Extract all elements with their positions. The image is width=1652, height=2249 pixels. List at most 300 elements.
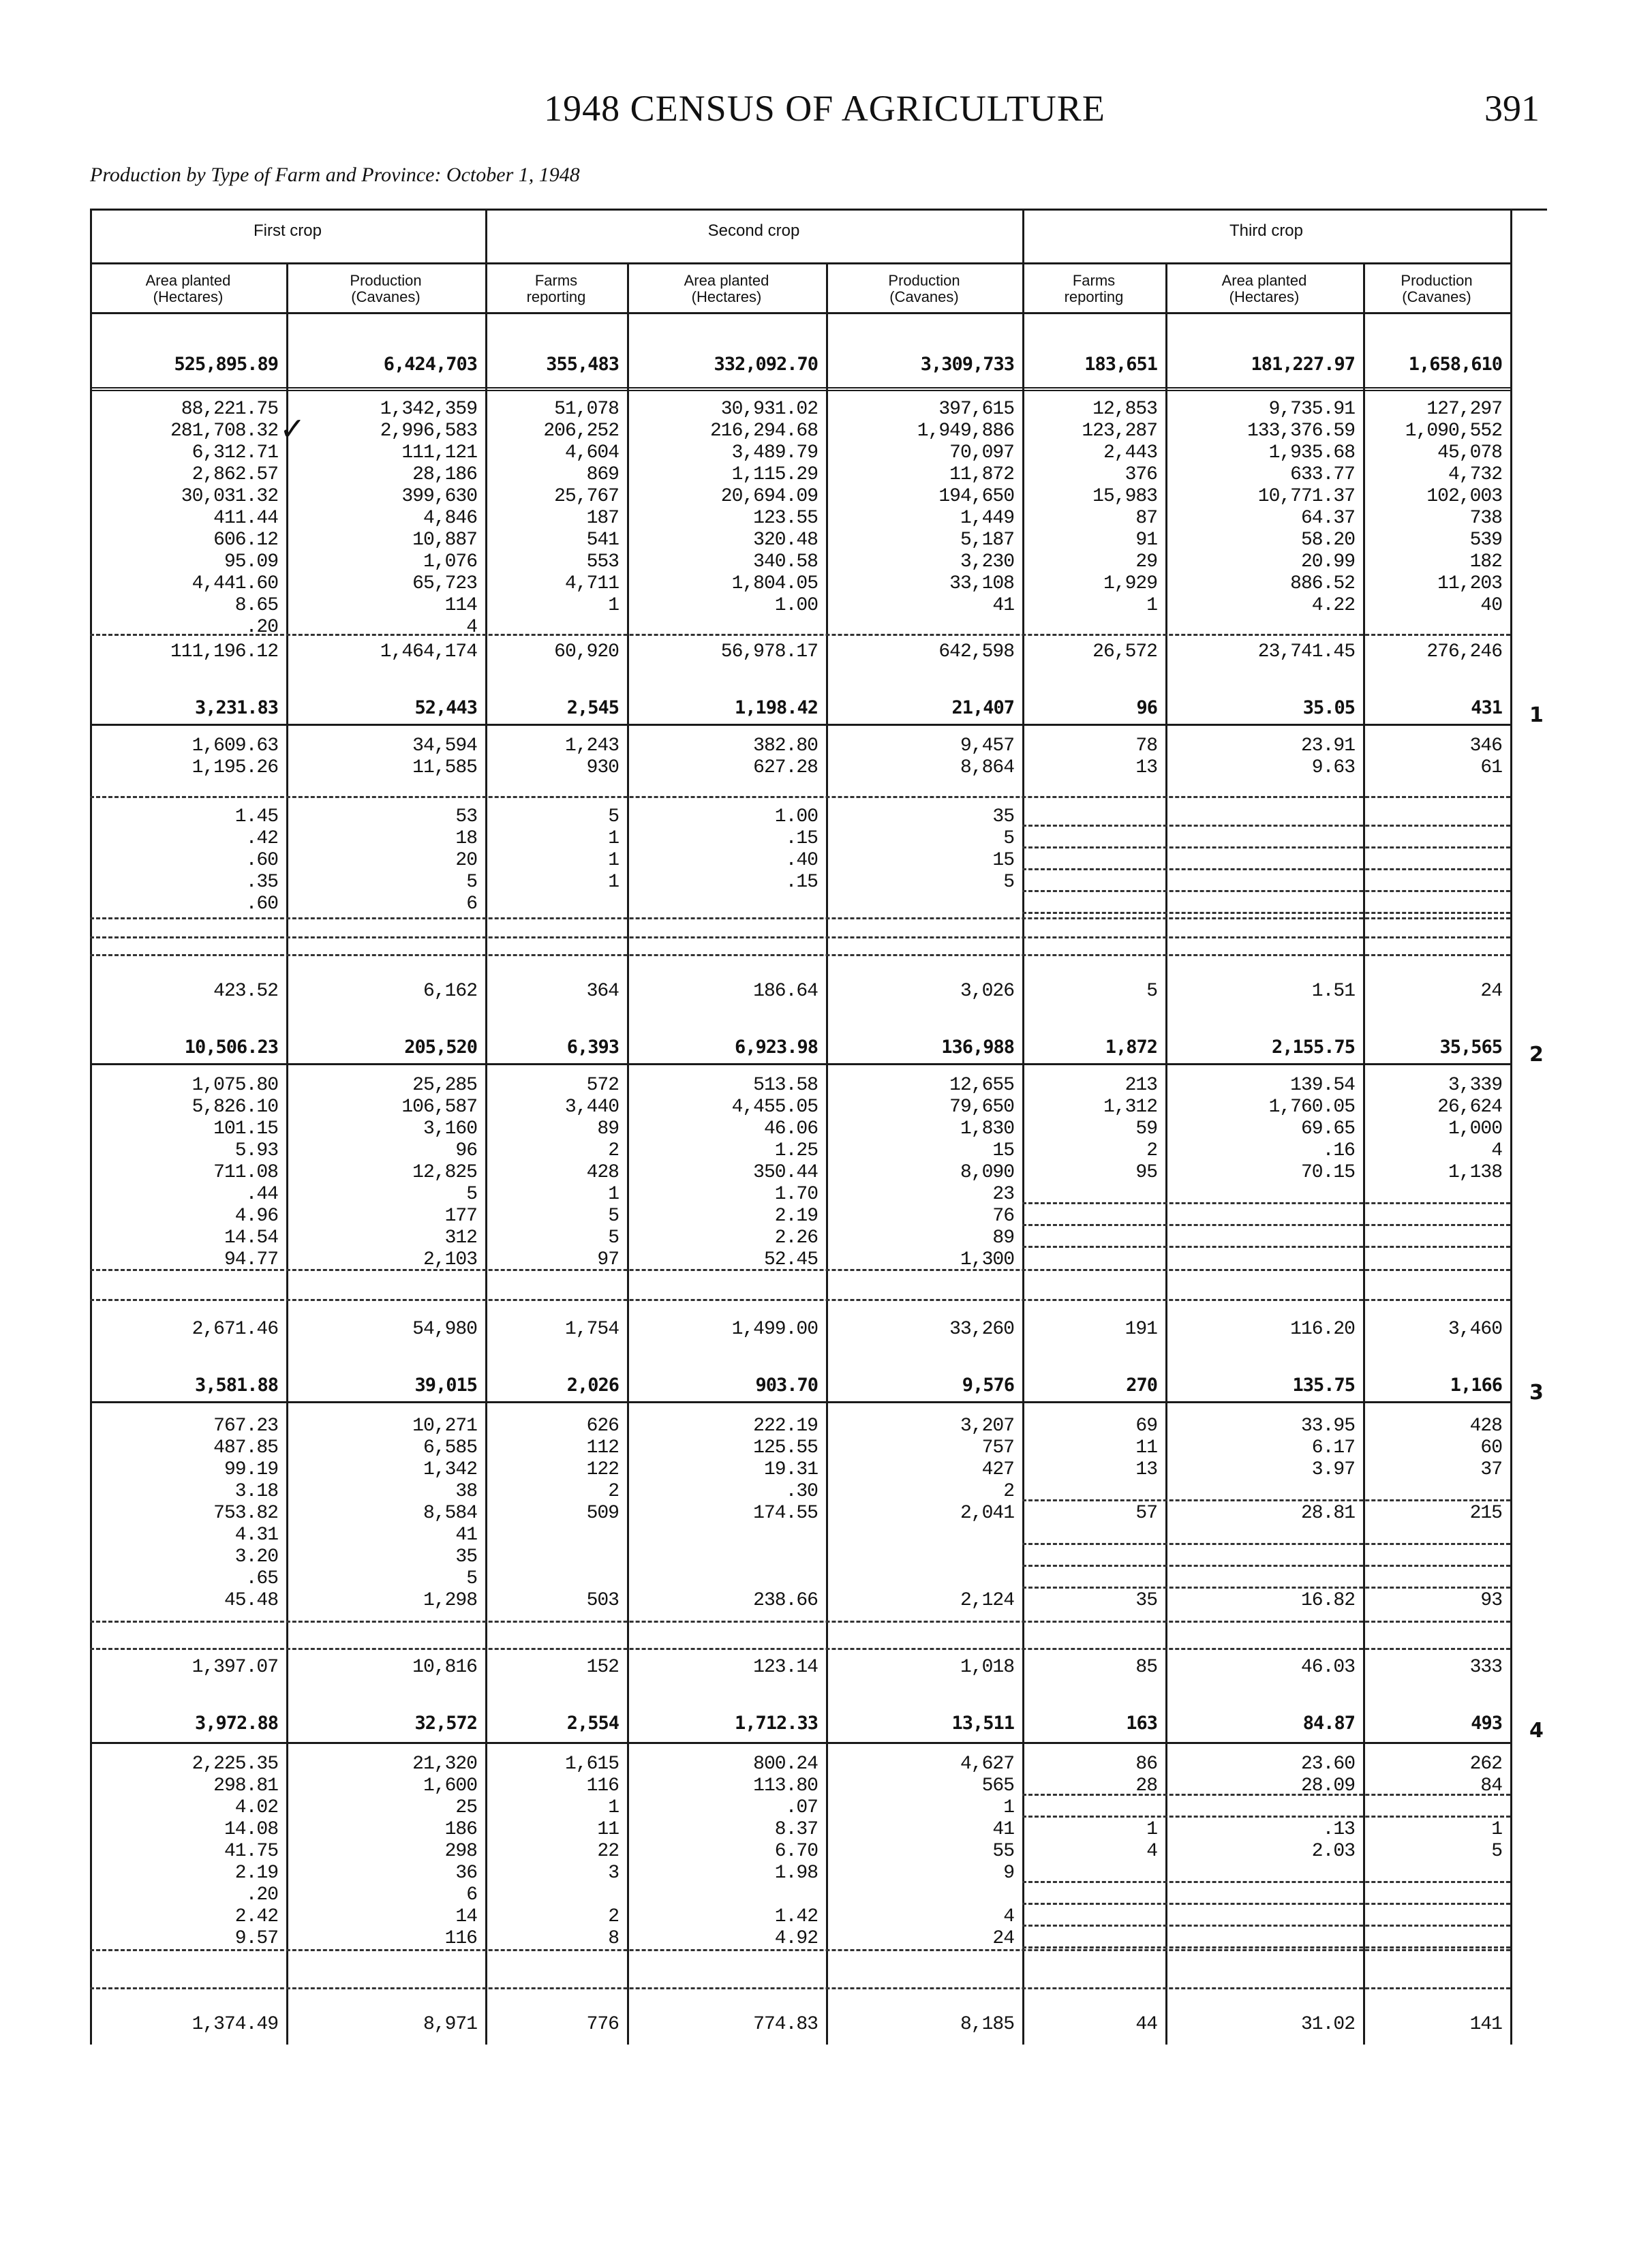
data-cell: 2,041 (960, 1503, 1014, 1524)
dotted-row-rule-7 (90, 1621, 1510, 1623)
data-cell: 28.09 (1300, 1775, 1355, 1796)
dotted-row-rule-6 (90, 1299, 1510, 1301)
data-cell: 1 (608, 595, 619, 616)
data-cell: 89 (992, 1227, 1014, 1249)
total-cell: 493 (1471, 1713, 1502, 1734)
data-cell: 382.80 (753, 735, 818, 756)
province-marker: 1 (1529, 703, 1544, 727)
column-heading-line: reporting (526, 288, 586, 305)
data-cell: 38 (455, 1481, 477, 1502)
data-cell: 2 (1003, 1481, 1014, 1502)
data-cell: 25,767 (554, 486, 619, 507)
total-cell: 6,393 (566, 1037, 619, 1058)
column-heading-line: (Hectares) (1229, 288, 1300, 305)
data-cell: 753.82 (213, 1503, 278, 1524)
total-cell: 2,545 (566, 697, 619, 718)
data-cell: 627.28 (753, 757, 818, 778)
data-cell: 4,732 (1448, 464, 1502, 485)
data-cell: 46.03 (1300, 1657, 1355, 1678)
total-cell: 1,166 (1450, 1375, 1502, 1396)
column-heading-line: Area planted (145, 272, 231, 289)
data-cell: 4.92 (774, 1928, 818, 1949)
data-cell: 869 (586, 464, 619, 485)
group-heading-1: First crop (253, 221, 322, 240)
data-cell: 9.57 (234, 1928, 278, 1949)
total-cell: 3,231.83 (194, 697, 278, 718)
total-cell: 1,712.33 (734, 1713, 818, 1734)
data-cell: 3,160 (423, 1118, 477, 1139)
data-cell: 1 (608, 850, 619, 871)
data-cell: 76 (992, 1206, 1014, 1227)
data-cell: 191 (1125, 1319, 1157, 1340)
data-cell: .42 (245, 828, 278, 849)
column-heading-line: (Hectares) (691, 288, 762, 305)
data-cell: 8 (608, 1928, 619, 1949)
data-cell: 8,090 (960, 1162, 1014, 1183)
data-cell: 5 (1146, 981, 1157, 1002)
data-cell: 41.75 (224, 1841, 278, 1862)
data-cell: 40 (1480, 595, 1502, 616)
data-cell: .60 (245, 850, 278, 871)
data-cell: 1,935.68 (1268, 442, 1355, 463)
data-cell: 194,650 (938, 486, 1014, 507)
data-cell: 22 (597, 1841, 619, 1862)
data-cell: 738 (1469, 508, 1502, 529)
data-cell: 70.15 (1300, 1162, 1355, 1183)
total-cell: 6,923.98 (734, 1037, 818, 1058)
data-cell: 539 (1469, 530, 1502, 551)
data-cell: 91 (1135, 530, 1157, 551)
data-cell: 114 (444, 595, 477, 616)
data-cell: 1,076 (423, 551, 477, 572)
data-cell: 1,754 (564, 1319, 619, 1340)
empty-cell-leader-7 (1022, 1246, 1510, 1248)
empty-cell-leader-1 (1022, 846, 1510, 848)
data-cell: 4 (1146, 1841, 1157, 1862)
data-cell: 41 (992, 595, 1014, 616)
dotted-row-rule-8 (90, 1648, 1510, 1650)
data-cell: 9,457 (960, 735, 1014, 756)
data-cell: 186.64 (753, 981, 818, 1002)
data-cell: 45,078 (1437, 442, 1502, 463)
data-cell: 99.19 (224, 1459, 278, 1480)
dotted-row-rule-4 (90, 954, 1510, 956)
data-cell: 213 (1125, 1075, 1157, 1096)
data-cell: 6 (466, 1884, 477, 1906)
check-mark-icon: ✓ (279, 410, 306, 447)
data-cell: 24 (992, 1928, 1014, 1949)
data-cell: 86 (1135, 1754, 1157, 1775)
data-cell: .65 (245, 1568, 278, 1589)
data-cell: 5.93 (234, 1140, 278, 1161)
total-cell: 2,554 (566, 1713, 619, 1734)
data-cell: 626 (586, 1416, 619, 1437)
data-cell: 35 (992, 806, 1014, 827)
column-header-rule (90, 312, 1510, 314)
data-cell: 15 (992, 850, 1014, 871)
data-cell: 14 (455, 1906, 477, 1927)
data-cell: 1,195.26 (192, 757, 278, 778)
data-cell: 509 (586, 1503, 619, 1524)
total-cell: 270 (1126, 1375, 1157, 1396)
data-cell: 26,572 (1092, 641, 1157, 662)
data-cell: 1.45 (234, 806, 278, 827)
data-cell: 95 (1135, 1162, 1157, 1183)
data-cell: 3.18 (234, 1481, 278, 1502)
data-cell: 2,225.35 (192, 1754, 278, 1775)
data-cell: 1,243 (564, 735, 619, 756)
total-cell: 1,872 (1105, 1037, 1157, 1058)
data-cell: 29 (1135, 551, 1157, 572)
empty-cell-leader-15 (1022, 1903, 1510, 1905)
data-cell: 541 (586, 530, 619, 551)
province-marker: 4 (1529, 1719, 1544, 1743)
data-cell: 333 (1469, 1657, 1502, 1678)
data-cell: 8,584 (423, 1503, 477, 1524)
province-rule-2 (90, 1401, 1510, 1403)
total-row-rule (90, 387, 1510, 391)
data-cell: 1.25 (774, 1140, 818, 1161)
data-cell: 10,887 (412, 530, 477, 551)
data-cell: .15 (785, 828, 818, 849)
group-header-rule (90, 262, 1510, 264)
data-cell: 111,196.12 (170, 641, 278, 662)
data-cell: 1,449 (960, 508, 1014, 529)
data-cell: 8,864 (960, 757, 1014, 778)
data-cell: .15 (785, 872, 818, 893)
data-cell: 65,723 (412, 573, 477, 594)
data-cell: 35 (455, 1546, 477, 1567)
data-cell: 1,138 (1448, 1162, 1502, 1183)
data-cell: 23,741.45 (1257, 641, 1355, 662)
data-cell: 262 (1469, 1754, 1502, 1775)
empty-cell-leader-13 (1022, 1816, 1510, 1818)
data-cell: 97 (597, 1249, 619, 1270)
data-cell: 3,026 (960, 981, 1014, 1002)
data-cell: 1,342 (423, 1459, 477, 1480)
data-cell: 123,287 (1082, 420, 1157, 442)
total-cell: 431 (1471, 697, 1502, 718)
data-cell: 4,711 (564, 573, 619, 594)
data-cell: 397,615 (938, 399, 1014, 420)
data-cell: 78 (1135, 735, 1157, 756)
column-heading-line: (Hectares) (153, 288, 224, 305)
data-cell: 10,816 (412, 1657, 477, 1678)
data-cell: 9 (1003, 1863, 1014, 1884)
data-cell: 5 (608, 1227, 619, 1249)
data-cell: 1,949,886 (917, 420, 1014, 442)
data-cell: 312 (444, 1227, 477, 1249)
data-cell: 112 (586, 1437, 619, 1458)
data-cell: 1,115.29 (731, 464, 818, 485)
data-cell: 2 (608, 1906, 619, 1927)
data-cell: 13 (1135, 1459, 1157, 1480)
data-cell: 2 (1146, 1140, 1157, 1161)
data-cell: 174.55 (753, 1503, 818, 1524)
total-cell: 13,511 (951, 1713, 1014, 1734)
data-cell: 10,771.37 (1257, 486, 1355, 507)
data-cell: 101.15 (213, 1118, 278, 1139)
data-cell: 116.20 (1290, 1319, 1355, 1340)
data-cell: 41 (455, 1525, 477, 1546)
data-cell: 320.48 (753, 530, 818, 551)
data-cell: 55 (992, 1841, 1014, 1862)
empty-cell-leader-6 (1022, 1224, 1510, 1226)
column-heading-line: Production (350, 272, 422, 289)
data-cell: .07 (785, 1797, 818, 1818)
data-cell: 44 (1135, 2014, 1157, 2035)
data-cell: 6.17 (1311, 1437, 1355, 1458)
data-cell: 23.91 (1300, 735, 1355, 756)
data-cell: 70,097 (949, 442, 1014, 463)
data-cell: 1 (1146, 595, 1157, 616)
data-cell: 11,872 (949, 464, 1014, 485)
column-heading-2 (286, 273, 485, 305)
data-cell: 5 (1491, 1841, 1502, 1862)
data-cell: .20 (245, 617, 278, 638)
data-cell: 1.00 (774, 595, 818, 616)
dotted-row-rule-10 (90, 1987, 1510, 1989)
data-cell: 5 (608, 1206, 619, 1227)
data-cell: 1,300 (960, 1249, 1014, 1270)
data-cell: .16 (1322, 1140, 1355, 1161)
column-heading-4 (627, 273, 826, 305)
data-cell: 1,760.05 (1268, 1097, 1355, 1118)
data-cell: 33,108 (949, 573, 1014, 594)
data-cell: 1,000 (1448, 1118, 1502, 1139)
data-cell: 69.65 (1300, 1118, 1355, 1139)
data-cell: 5 (1003, 828, 1014, 849)
data-cell: 3,489.79 (731, 442, 818, 463)
total-cell: 205,520 (404, 1037, 477, 1058)
column-heading-line: reporting (1064, 288, 1124, 305)
data-cell: 4,604 (564, 442, 619, 463)
page-number: 391 (1484, 88, 1540, 129)
data-cell: 1,298 (423, 1590, 477, 1611)
data-cell: 186 (444, 1819, 477, 1840)
total-cell: 52,443 (414, 697, 477, 718)
data-cell: 28,186 (412, 464, 477, 485)
total-cell: 35.05 (1302, 697, 1355, 718)
data-cell: 116 (586, 1775, 619, 1796)
data-cell: 4,846 (423, 508, 477, 529)
data-cell: 1.42 (774, 1906, 818, 1927)
total-cell: 9,576 (962, 1375, 1014, 1396)
data-cell: 3,339 (1448, 1075, 1502, 1096)
province-marker: 3 (1529, 1381, 1544, 1405)
data-cell: 9.63 (1311, 757, 1355, 778)
total-cell: 3,581.88 (194, 1375, 278, 1396)
data-cell: 1,464,174 (380, 641, 477, 662)
data-cell: 423.52 (213, 981, 278, 1002)
total-cell: 135.75 (1292, 1375, 1355, 1396)
dotted-row-rule-9 (90, 1949, 1510, 1951)
data-cell: 4,455.05 (731, 1097, 818, 1118)
province-rule-1 (90, 1063, 1510, 1065)
data-cell: .60 (245, 893, 278, 915)
data-cell: 28.81 (1300, 1503, 1355, 1524)
data-cell: 123.55 (753, 508, 818, 529)
data-cell: 56,978.17 (720, 641, 818, 662)
data-cell: 24 (1480, 981, 1502, 1002)
data-cell: 25 (455, 1797, 477, 1818)
data-cell: 206,252 (543, 420, 619, 442)
data-cell: 102,003 (1426, 486, 1502, 507)
data-cell: 23 (992, 1184, 1014, 1205)
data-cell: 1 (1146, 1819, 1157, 1840)
column-heading-line: Area planted (684, 272, 769, 289)
total-cell: 136,988 (941, 1037, 1014, 1058)
column-heading-6 (1022, 273, 1165, 305)
total-cell: 1,658,610 (1408, 354, 1502, 375)
data-cell: 45.48 (224, 1590, 278, 1611)
data-cell: 51,078 (554, 399, 619, 420)
data-cell: 4,627 (960, 1754, 1014, 1775)
data-cell: 3,440 (564, 1097, 619, 1118)
data-cell: 61 (1480, 757, 1502, 778)
group-heading-3: Third crop (1229, 221, 1304, 240)
data-cell: 6,162 (423, 981, 477, 1002)
data-cell: 84 (1480, 1775, 1502, 1796)
data-cell: 4 (1003, 1906, 1014, 1927)
data-cell: 31.02 (1300, 2014, 1355, 2035)
dotted-row-rule-1 (90, 796, 1510, 798)
empty-cell-leader-9 (1022, 1543, 1510, 1545)
data-cell: 4.02 (234, 1797, 278, 1818)
data-cell: 60,920 (554, 641, 619, 662)
data-cell: 6,585 (423, 1437, 477, 1458)
data-cell: 60 (1480, 1437, 1502, 1458)
data-cell: 133,376.59 (1246, 420, 1355, 442)
data-cell: .35 (245, 872, 278, 893)
data-cell: 11 (1135, 1437, 1157, 1458)
data-cell: 11 (597, 1819, 619, 1840)
data-cell: 37 (1480, 1459, 1502, 1480)
data-cell: 20.99 (1300, 551, 1355, 572)
data-cell: .13 (1322, 1819, 1355, 1840)
data-cell: 8.37 (774, 1819, 818, 1840)
data-cell: 4,441.60 (192, 573, 278, 594)
data-cell: 54,980 (412, 1319, 477, 1340)
data-cell: 411.44 (213, 508, 278, 529)
data-cell: 1,342,359 (380, 399, 477, 420)
column-heading-3 (485, 273, 627, 305)
empty-cell-leader-11 (1022, 1587, 1510, 1589)
column-heading-line: Production (888, 272, 960, 289)
data-cell: 776 (586, 2014, 619, 2035)
data-cell: 2 (608, 1481, 619, 1502)
total-cell: 181,227.97 (1251, 354, 1355, 375)
data-cell: 187 (586, 508, 619, 529)
column-heading-line: Farms (1072, 272, 1116, 289)
data-cell: 1.51 (1311, 981, 1355, 1002)
data-cell: 6,312.71 (192, 442, 278, 463)
column-heading-line: Area planted (1221, 272, 1307, 289)
column-heading-line: (Cavanes) (1402, 288, 1471, 305)
data-cell: 123.14 (753, 1657, 818, 1678)
data-cell: 5 (608, 806, 619, 827)
total-cell: 355,483 (546, 354, 619, 375)
group-heading-2: Second crop (707, 221, 800, 240)
data-cell: 513.58 (753, 1075, 818, 1096)
empty-cell-leader-3 (1022, 890, 1510, 892)
data-cell: 12,853 (1092, 399, 1157, 420)
data-cell: 216,294.68 (709, 420, 818, 442)
empty-cell-leader-10 (1022, 1565, 1510, 1567)
data-cell: 2.26 (774, 1227, 818, 1249)
data-cell: 2,124 (960, 1590, 1014, 1611)
data-cell: 20 (455, 850, 477, 871)
data-cell: 553 (586, 551, 619, 572)
column-heading-8 (1363, 273, 1510, 305)
province-rule-0 (90, 724, 1510, 726)
column-heading-line: Farms (534, 272, 578, 289)
column-heading-1 (90, 273, 286, 305)
data-cell: 58.20 (1300, 530, 1355, 551)
data-cell: 18 (455, 828, 477, 849)
empty-cell-leader-2 (1022, 868, 1510, 870)
data-cell: 1.00 (774, 806, 818, 827)
data-cell: 3.97 (1311, 1459, 1355, 1480)
data-cell: 572 (586, 1075, 619, 1096)
data-cell: 59 (1135, 1118, 1157, 1139)
data-cell: 13 (1135, 757, 1157, 778)
data-cell: 376 (1125, 464, 1157, 485)
data-cell: 34,594 (412, 735, 477, 756)
column-rule-8 (1510, 209, 1512, 2045)
data-cell: 711.08 (213, 1162, 278, 1183)
data-cell: 5,826.10 (192, 1097, 278, 1118)
dotted-row-rule-3 (90, 936, 1510, 938)
data-cell: 9,735.91 (1268, 399, 1355, 420)
data-cell: 238.66 (753, 1590, 818, 1611)
data-cell: 364 (586, 981, 619, 1002)
table-subtitle: Production by Type of Farm and Province: October 1, 1948 (90, 164, 580, 186)
data-cell: 16.82 (1300, 1590, 1355, 1611)
data-cell: 30,031.32 (181, 486, 278, 507)
data-cell: 12,655 (949, 1075, 1014, 1096)
data-cell: 2,103 (423, 1249, 477, 1270)
data-cell: 106,587 (401, 1097, 477, 1118)
total-cell: 21,407 (951, 697, 1014, 718)
empty-cell-leader-4 (1022, 912, 1510, 914)
data-cell: 1,397.07 (192, 1657, 278, 1678)
data-cell: 2.19 (774, 1206, 818, 1227)
data-cell: 3 (608, 1863, 619, 1884)
data-cell: 428 (586, 1162, 619, 1183)
data-cell: 2 (608, 1140, 619, 1161)
data-cell: 41 (992, 1819, 1014, 1840)
data-cell: 1,609.63 (192, 735, 278, 756)
data-cell: 25,285 (412, 1075, 477, 1096)
data-cell: 1,018 (960, 1657, 1014, 1678)
data-cell: 2,862.57 (192, 464, 278, 485)
data-cell: 4.31 (234, 1525, 278, 1546)
data-cell: 85 (1135, 1657, 1157, 1678)
data-cell: 222.19 (753, 1416, 818, 1437)
data-cell: 1,499.00 (731, 1319, 818, 1340)
data-cell: 399,630 (401, 486, 477, 507)
data-cell: 428 (1469, 1416, 1502, 1437)
empty-cell-leader-16 (1022, 1925, 1510, 1927)
data-cell: 10,271 (412, 1416, 477, 1437)
data-cell: 139.54 (1290, 1075, 1355, 1096)
dotted-row-rule-2 (90, 917, 1510, 919)
data-cell: 281,708.32 (170, 420, 278, 442)
data-cell: 298.81 (213, 1775, 278, 1796)
total-cell: 332,092.70 (714, 354, 818, 375)
empty-cell-leader-14 (1022, 1881, 1510, 1883)
